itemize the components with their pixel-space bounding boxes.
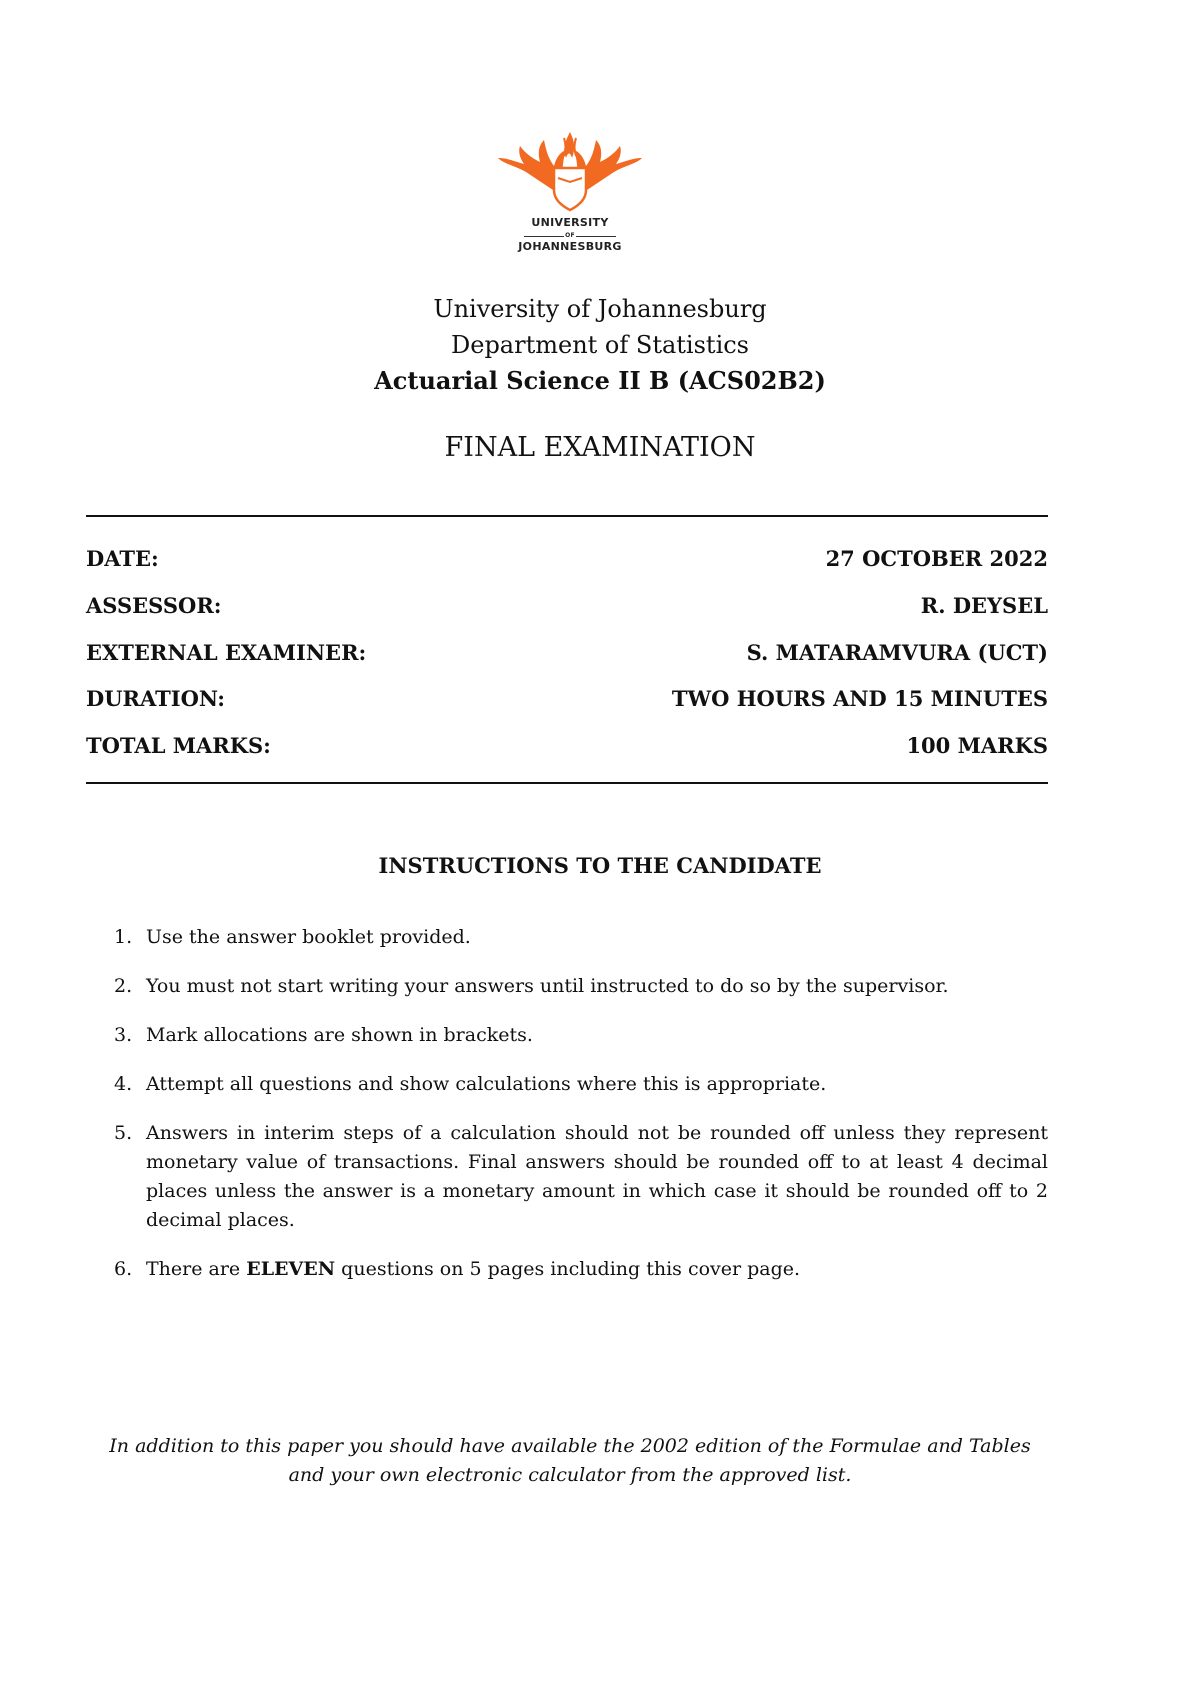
- list-item-number: 4.: [114, 1073, 133, 1095]
- list-item: [86, 1119, 1048, 1235]
- detail-row-assessor: [86, 593, 1048, 623]
- detail-row-external-examiner: [86, 640, 1048, 670]
- list-item-text: [146, 1255, 1048, 1284]
- logo-text-university: UNIVERSITY: [531, 216, 609, 229]
- detail-value: 100 MARKS: [906, 733, 1048, 758]
- department-name: Department of Statistics: [451, 331, 749, 359]
- list-item-text: Mark allocations are shown in brackets.: [146, 1024, 533, 1046]
- list-item: [86, 1021, 1048, 1050]
- list-item-text: Use the answer booklet provided.: [146, 926, 471, 948]
- detail-value: 27 OCTOBER 2022: [825, 546, 1048, 571]
- course-title: Actuarial Science II B (ACS02B2): [374, 366, 826, 395]
- list-item-number: 5.: [114, 1122, 133, 1144]
- detail-value: R. DEYSEL: [920, 593, 1048, 618]
- divider-bottom: [86, 782, 1048, 784]
- exam-type: FINAL EXAMINATION: [444, 432, 756, 463]
- list-item-number: 3.: [114, 1024, 133, 1046]
- list-item: [86, 923, 1048, 952]
- divider-top: [86, 515, 1048, 517]
- detail-label: EXTERNAL EXAMINER:: [86, 640, 367, 665]
- logo-text-of: OF: [565, 232, 575, 239]
- list-item-text-bold: ELEVEN: [246, 1258, 336, 1280]
- detail-label: DURATION:: [86, 686, 226, 711]
- list-item: [86, 1255, 1048, 1284]
- university-name: University of Johannesburg: [433, 295, 767, 323]
- bird-crest-icon: [490, 128, 650, 214]
- detail-label: TOTAL MARKS:: [86, 733, 271, 758]
- list-item-number: 1.: [114, 926, 133, 948]
- detail-row-date: [86, 546, 1048, 576]
- instructions-title: INSTRUCTIONS TO THE CANDIDATE: [378, 853, 822, 878]
- list-item: [86, 972, 1048, 1001]
- logo-divider-right: [576, 236, 616, 237]
- university-logo: [490, 128, 650, 268]
- list-item-text: Attempt all questions and show calculations where this is appropriate.: [146, 1073, 827, 1095]
- list-item-text-after: questions on 5 pages including this cover page.: [335, 1258, 801, 1280]
- detail-row-total-marks: [86, 733, 1048, 763]
- detail-value: S. MATARAMVURA (UCT): [746, 640, 1048, 665]
- instructions-list: [86, 923, 1048, 1304]
- detail-label: ASSESSOR:: [86, 593, 222, 618]
- list-item-number: 2.: [114, 975, 133, 997]
- list-item-text-before: There are: [146, 1258, 247, 1280]
- materials-note: In addition to this paper you should have available the 2002 edition of the Formulae and Tables and your own electronic calculator from the approved list.: [109, 1435, 1031, 1486]
- list-item: [86, 1070, 1048, 1099]
- detail-value: TWO HOURS AND 15 MINUTES: [671, 686, 1048, 711]
- detail-row-duration: [86, 686, 1048, 716]
- list-item-text: Answers in interim steps of a calculation should not be rounded off unless they represent monetary value of transactions. Final answers should be rounded off to at least 4 decimal places unless the answer is a monetary amount in which case it should be rounded off to 2 decimal places.: [146, 1122, 1048, 1231]
- detail-label: DATE:: [86, 546, 159, 571]
- list-item-number: 6.: [114, 1258, 133, 1280]
- list-item-text: You must not start writing your answers until instructed to do so by the supervisor.: [146, 975, 949, 997]
- logo-text-johannesburg: JOHANNESBURG: [518, 240, 622, 253]
